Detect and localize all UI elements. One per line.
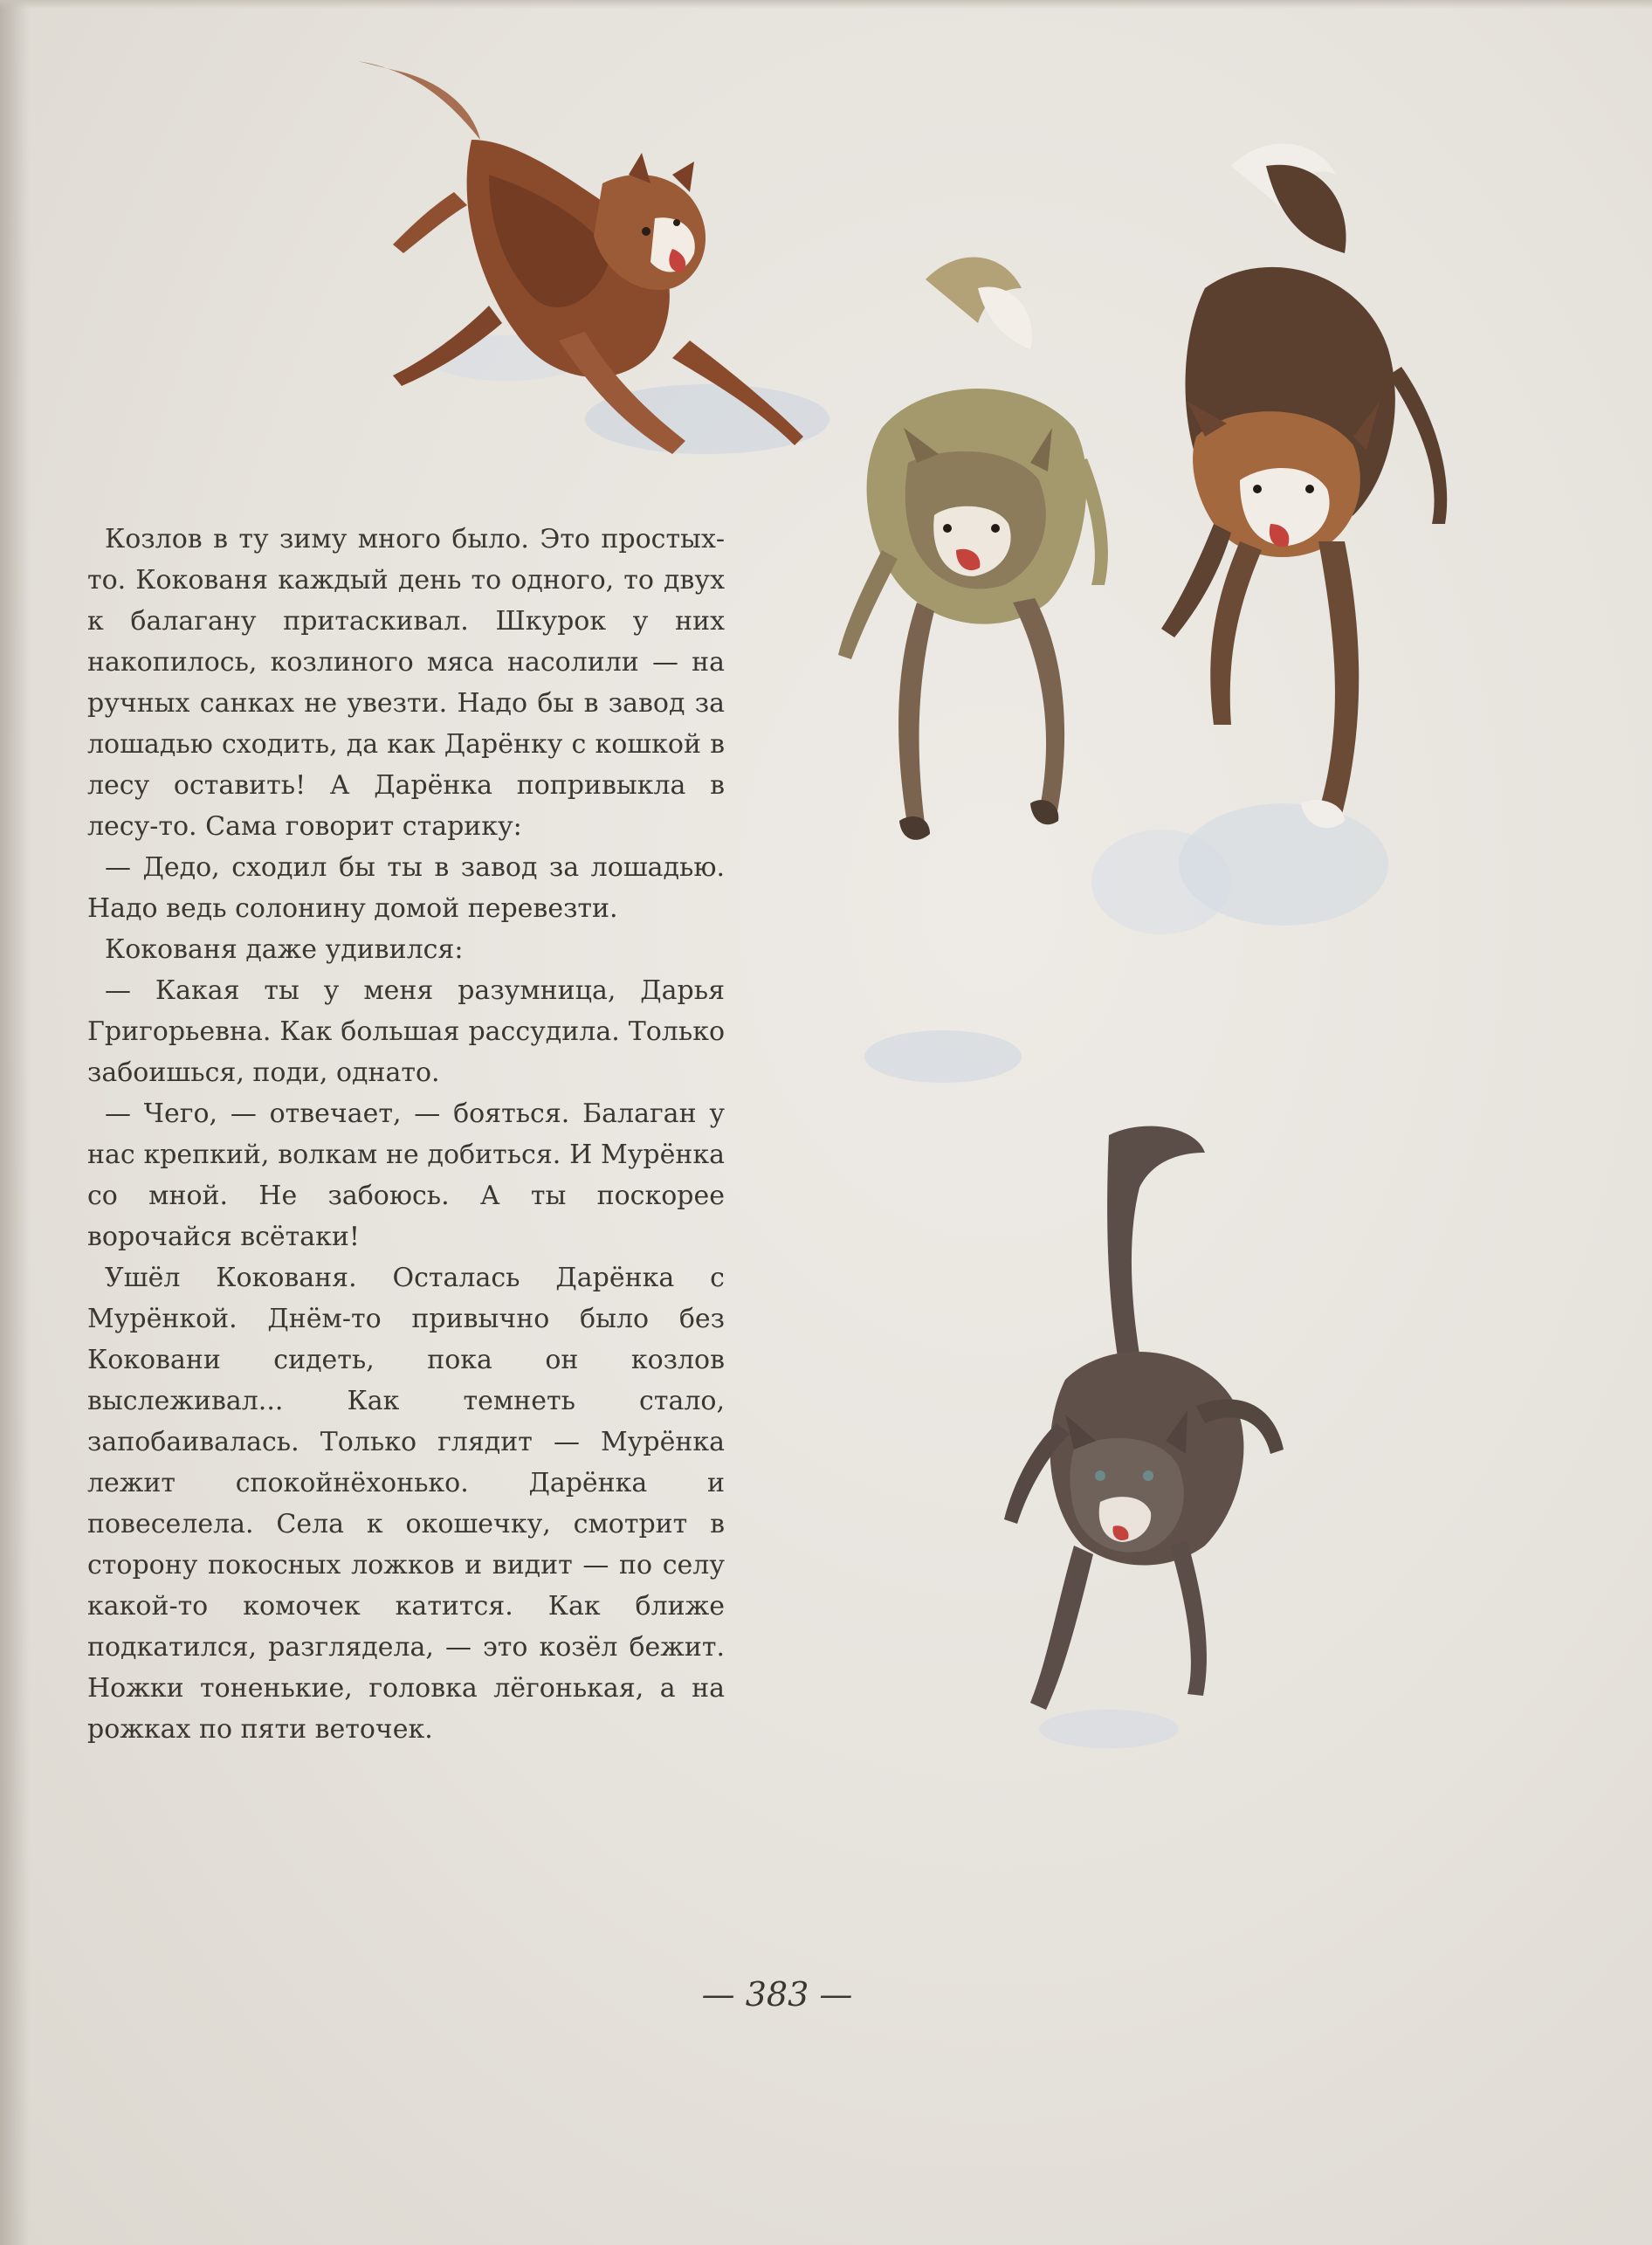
paragraph: Ушёл Кокованя. Осталась Дарёнка с Мурёнкой. Днём-то привычно было без Коковани сидеть, пока он козлов выслеживал... Как темнеть стало, запобаивалась. Только глядит — Мурёнка лежит спокойнёхонько. Дарёнка и повеселела. Села к окошечку, смотрит в сторону покосных ложков и видит — по селу какой-то комочек катится. Как ближе подкатился, разглядела, — это козёл бежит. Ножки тоненькие, головка лёгонькая, а на рожках по пяти веточек. (87, 1263, 725, 1745)
fox-dog-drawing (341, 44, 873, 498)
cat-drawing (978, 1118, 1327, 1764)
paragraph: Кокованя даже удивился: (105, 934, 464, 965)
binding-shadow (0, 0, 30, 2245)
story-text (87, 519, 725, 1750)
cat-illustration (978, 1118, 1327, 1764)
page-number: — 383 — (701, 1975, 853, 2014)
fox-dog-illustration (341, 44, 873, 498)
paragraph: — Чего, — отвечает, — бояться. Балаган у нас крепкий, волкам не добиться. И Мурёнка со мной. Не забоюсь. А ты поскорее ворочайся всётаки! (87, 1098, 725, 1252)
paragraph: Козлов в ту зиму много было. Это простых-то. Кокованя каждый день то одного, то двух к балагану притаскивал. Шкурок у них накопилось, козлиного мяса насолили — на ручных санках не увезти. Надо бы в завод за лошадью сходить, да как Дарёнку с кошкой в лесу оставить! А Дарёнка попривыкла в лесу-то. Сама говорит старику: (87, 524, 725, 842)
wolves-drawing (829, 114, 1493, 1109)
page-top-edge (0, 0, 1652, 9)
wolves-illustration (829, 114, 1493, 1109)
paragraph: — Дедо, сходил бы ты в завод за лошадью. Надо ведь солонину домой перевезти. (87, 852, 725, 924)
paragraph: — Какая ты у меня разумница, Дарья Григорьевна. Как большая рассудила. Только забоишься, поди, однато. (87, 975, 725, 1088)
